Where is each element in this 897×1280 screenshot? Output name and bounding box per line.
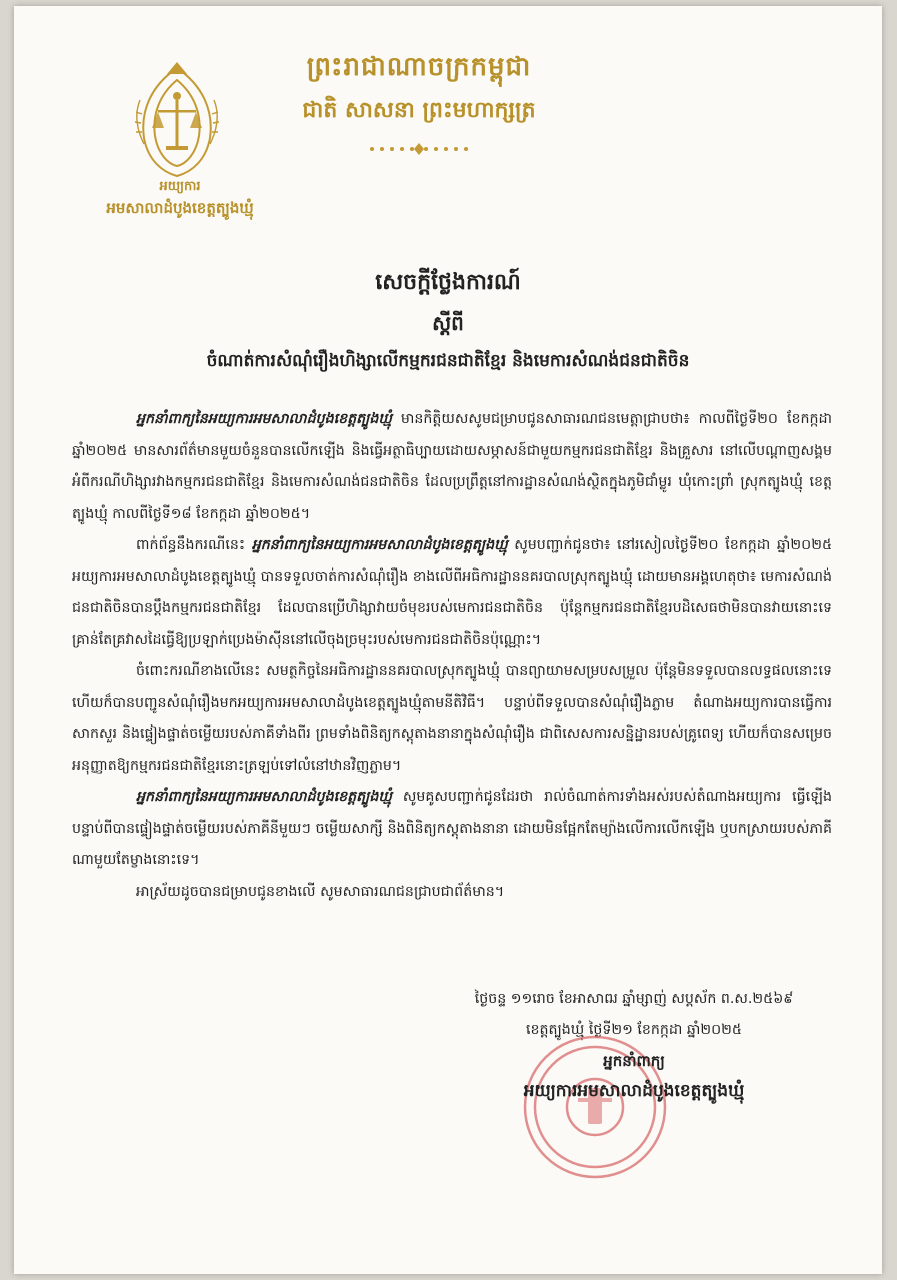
- lunar-date: ថ្ងៃចន្ទ ១១រោច ខែអាសាឍ ឆ្នាំម្សាញ់ សប្តស័ក ព.ស.២៥៦៩: [474, 991, 794, 1007]
- paragraph-5-text: អាស្រ័យដូចបានជម្រាបជូនខាងលើ សូមសាធារណជនជ្រាបជាព័ត៌មាន។: [136, 883, 505, 900]
- ornament-divider-icon: [364, 142, 474, 156]
- paragraph-4: [72, 782, 832, 877]
- national-motto: [254, 50, 584, 160]
- nation-religion-king: ជាតិ សាសនា ព្រះមហាក្សត្រ: [302, 98, 536, 123]
- signature-block: [434, 1046, 834, 1106]
- signer-role: អ្នកនាំពាក្យ: [603, 1052, 665, 1070]
- title-line3: ចំណាត់ការសំណុំរឿងហិង្សាលើកម្មករជនជាតិខ្មែរ និងមេការសំណង់ជនជាតិចិន: [206, 351, 690, 371]
- paragraph-3: [72, 656, 832, 782]
- statement-title: [54, 268, 842, 375]
- document-page: [14, 6, 882, 1274]
- title-line1: សេចក្តីថ្លែងការណ៍: [375, 270, 521, 295]
- paragraph-3-text: ចំពោះករណីខាងលើនេះ សមត្ថកិច្ចនៃអធិការដ្ឋាននគរបាលស្រុកត្បូងឃ្មុំ បានព្យាយាមសម្របសម្រួល ប៉ុន្តែមិនទទួលបានលទ្ធផលនោះទេ ហើយក៏បានបញ្ជូនសំណុំរឿងមកអយ្យការអមសាលាដំបូងខេត្តត្បូងឃ្មុំតាមនីតិវិធី។ បន្ទាប់ពីទទួលបានសំណុំរឿងភ្លាម តំណាងអយ្យការបានធ្វើការសាកសួរ និងផ្ទៀងផ្ទាត់ចម្លើយរបស់ភាគីទាំងពីរ ព្រមទាំងពិនិត្យកស្តុតាងនានាក្នុងសំណុំរឿង ជាពិសេសការសន្និដ្ឋានរបស់គ្រូពេទ្យ ហើយក៏បានសម្រេចអនុញ្ញាតឱ្យកម្មករជនជាតិខ្មែរនោះត្រឡប់ទៅលំនៅឋានវិញភ្លាម។: [72, 663, 832, 774]
- emblem-caption: [72, 178, 288, 221]
- paragraph-2: [72, 530, 832, 656]
- emblem-caption-line2: អមសាលាដំបូងខេត្តត្បូងឃ្មុំ: [106, 199, 254, 217]
- paragraph-1: [72, 404, 832, 530]
- spokesperson-name: អ្នកនាំពាក្យនៃអយ្យការអមសាលាដំបូងខេត្តត្បូងឃ្មុំ: [251, 537, 508, 553]
- paragraph-2-lead: ពាក់ព័ន្ធនឹងករណីនេះ: [136, 537, 252, 553]
- kingdom-title: ព្រះរាជាណាចក្រកម្ពុជា: [306, 52, 532, 82]
- spokesperson-name: អ្នកនាំពាក្យនៃអយ្យការអមសាលាដំបូងខេត្តត្បូងឃ្មុំ: [136, 411, 392, 427]
- statement-body: [72, 404, 832, 908]
- title-line2: ស្តីពី: [432, 311, 464, 335]
- emblem-caption-line1: អយ្យការ: [159, 179, 201, 194]
- spokesperson-name: អ្នកនាំពាក្យនៃអយ្យការអមសាលាដំបូងខេត្តត្បូងឃ្មុំ: [136, 789, 392, 805]
- solar-date: ខេត្តត្បូងឃ្មុំ ថ្ងៃទី២១ ខែកក្កដា ឆ្នាំ២០២៥: [526, 1022, 742, 1038]
- paragraph-2-text: សូមបញ្ជាក់ជូនថា៖ នៅរសៀលថ្ងៃទី២០ ខែកក្កដា ឆ្នាំ២០២៥ អយ្យការអមសាលាដំបូងខេត្តត្បូងឃ្មុំ បានទទួលចាត់ការសំណុំរឿង ខាងលើពីអធិការដ្ឋាននគរបាលស្រុកត្បូងឃ្មុំ ដោយមានអង្គហេតុថា៖ មេការសំណង់ជនជាតិចិនបានប្តឹងកម្មករជនជាតិខ្មែរ ដែលបានប្រើហិង្សាវាយចំមុខរបស់មេការជនជាតិចិន ប៉ុន្តែកម្មករជនជាតិខ្មែរបដិសេធថាមិនបានវាយនោះទេ គ្រាន់តែគ្រវាសដៃធ្វើឱ្យប្រឡាក់ប្រេងម៉ាស៊ីននៅលើចុងច្រមុះរបស់មេការជនជាតិចិនប៉ុណ្ណោះ។: [72, 537, 832, 648]
- paragraph-1-text: មានកិត្តិយសសូមជម្រាបជូនសាធារណជនមេត្តាជ្រាបថា៖ កាលពីថ្ងៃទី២០ ខែកក្កដា ឆ្នាំ២០២៥ មានសារព័ត៌មានមួយចំនួនបានលើកឡើង និងធ្វើអត្ថាធិប្បាយដោយសម្ភាសន៍ជាមួយកម្មករជនជាតិខ្មែរ និងគ្រួសារ នៅលើបណ្តាញសង្គម អំពីករណីហិង្សារវាងកម្មករជនជាតិខ្មែរ និងមេការសំណង់ជនជាតិចិន ដែលប្រព្រឹត្តនៅការដ្ឋានសំណង់ស្ថិតក្នុងភូមិជាំម្លូរ ឃុំកោះព្រាំ ស្រុកត្បូងឃ្មុំ ខេត្តត្បូងឃ្មុំ កាលពីថ្ងៃទី១៨ ខែកក្កដា ឆ្នាំ២០២៥។: [72, 411, 832, 522]
- paragraph-5: [72, 877, 832, 909]
- signer-organization: អយ្យការអមសាលាដំបូងខេត្តត្បូងឃ្មុំ: [523, 1081, 745, 1101]
- prosecutor-emblem-icon: [122, 60, 232, 180]
- paragraph-4-text: សូមគូសបញ្ជាក់ជូនដែរថា រាល់ចំណាត់ការទាំងអស់របស់តំណាងអយ្យការ ធ្វើឡើងបន្ទាប់ពីបានផ្ទៀងផ្ទាត់ចម្លើយរបស់ភាគីនីមួយៗ ចម្លើយសាក្សី និងពិនិត្យកស្តុតាងនានា ដោយមិនផ្អែកតែម្យ៉ាងលើការលើកឡើង ឬបកស្រាយរបស់ភាគីណាមួយតែម្ខាងនោះទេ។: [72, 789, 832, 868]
